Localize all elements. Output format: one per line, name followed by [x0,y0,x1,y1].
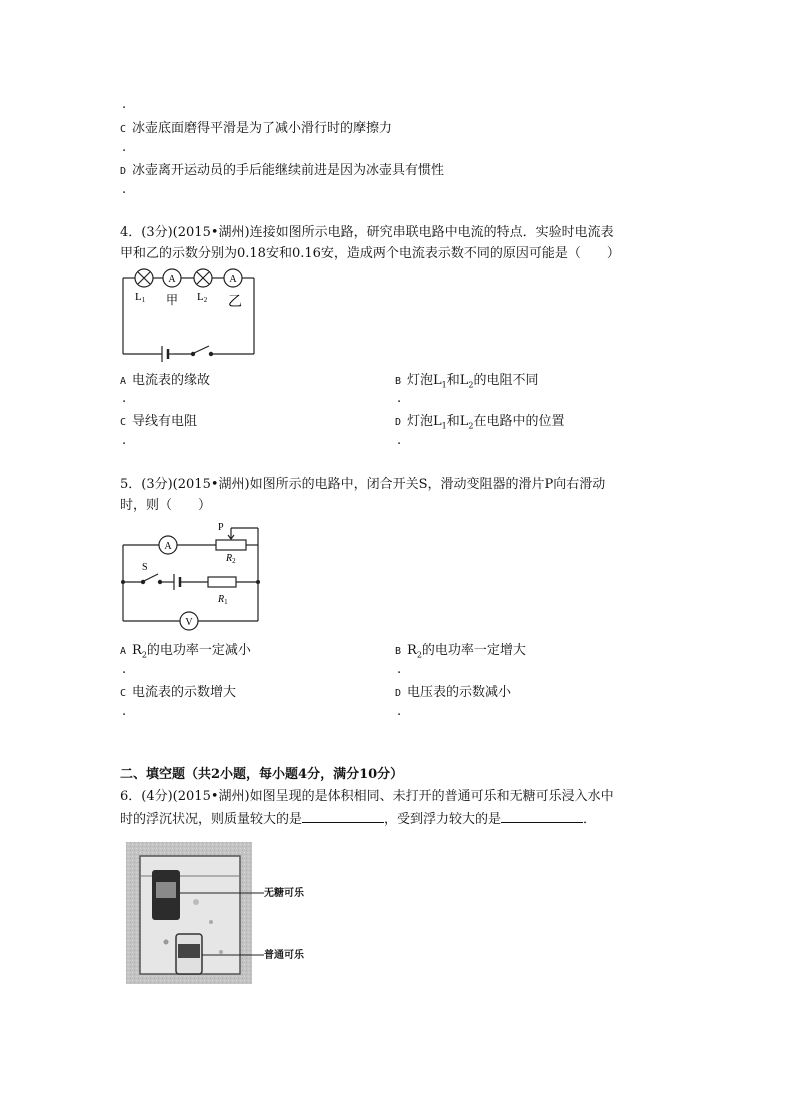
q4-option-a [120,373,210,390]
q4-option-c [120,414,197,431]
option-letter: C [120,124,127,135]
option-text: $R_2$的电功率一定增大 [407,643,526,660]
rheostat-r2-label: $R_2$ [226,553,236,565]
yi-label: 乙 [228,295,242,310]
jia-label: 甲 [165,293,179,307]
ammeter-yi-symbol: A [229,274,237,285]
q6-stem-line2: 时的浮沉状况，则质量较大的是 ，受到浮力较大的是 ． [120,812,597,827]
q6-stem-line1: 6．(4分)(2015•湖州)如图呈现的是体积相同、未打开的普通可乐和无糖可乐浸入水中 [120,789,614,804]
ammeter-symbol: A [164,541,172,552]
q4-option-b [395,373,539,394]
option-dot: . [122,140,127,155]
option-letter: C [120,417,127,428]
option-dot: . [122,391,127,406]
q5-option-b [395,643,526,664]
option-dot: . [122,97,127,112]
ammeter-jia-symbol: A [168,274,176,285]
q5-option-c [120,685,236,702]
option-text: 电压表的示数减小 [407,685,512,700]
option-letter: B [395,646,402,657]
lamp-l2-label: L2 [197,291,208,304]
option-dot: . [122,662,127,677]
rheostat-circuit-diagram [118,518,268,633]
option-text: 冰壶底面磨得平滑是为了减小滑行时的摩擦力 [132,121,393,136]
answer-blank-mass[interactable] [302,810,384,823]
q3-option-d [120,163,444,180]
option-dot: . [122,433,127,448]
series-circuit-diagram [118,262,263,362]
option-text: 电流表的示数增大 [132,685,237,700]
option-dot: . [397,704,402,719]
option-letter: D [395,688,402,699]
option-dot: . [397,433,402,448]
label-regular-cola: 普通可乐 [264,950,304,961]
q4-stem-line1: 4．(3分)(2015•湖州)连接如图所示电路，研究串联电路中电流的特点．实验时电流表 [120,225,614,240]
q4-stem-line2: 甲和乙的示数分别为0.18安和0.16安，造成两个电流表示数不同的原因可能是（ ） [120,246,620,261]
option-letter: C [120,688,127,699]
option-dot: . [122,182,127,197]
option-text: 冰壶离开运动员的手后能继续前进是因为冰壶具有惯性 [132,163,445,178]
answer-blank-buoyancy[interactable] [501,810,583,823]
q4-option-d [395,414,565,435]
slider-p-label: P [218,522,224,533]
option-letter: D [395,417,402,428]
option-text: $R_2$的电功率一定减小 [132,643,251,660]
option-letter: B [395,376,402,387]
cola-floating-photo [126,842,252,984]
option-text: 导线有电阻 [132,414,198,429]
switch-s-label: S [142,562,148,573]
option-text: 电流表的缘故 [132,373,211,388]
q3-option-c [120,121,392,138]
option-text: 灯泡$L_1$和$L_2$在电路中的位置 [407,414,565,431]
q5-option-a [120,643,251,664]
resistor-r1-label: $R_1$ [218,594,228,606]
q5-stem-line2: 时，则（ ） [120,498,212,513]
lamp-l1-label: L1 [135,291,146,304]
q5-stem-line1: 5．(3分)(2015•湖州)如图所示的电路中，闭合开关S，滑动变阻器的滑片P向右滑动 [120,477,606,492]
label-diet-cola: 无糖可乐 [264,888,304,899]
option-dot: . [397,662,402,677]
q5-option-d [395,685,511,702]
voltmeter-symbol: V [185,617,193,628]
option-letter: D [120,166,127,177]
section-heading: 二、填空题（共2小题，每小题4分，满分10分） [120,767,404,782]
option-letter: A [120,646,127,657]
option-dot: . [397,391,402,406]
option-text: 灯泡$L_1$和$L_2$的电阻不同 [407,373,539,390]
option-letter: A [120,376,127,387]
option-dot: . [122,704,127,719]
photo-leader-extensions [252,892,266,957]
